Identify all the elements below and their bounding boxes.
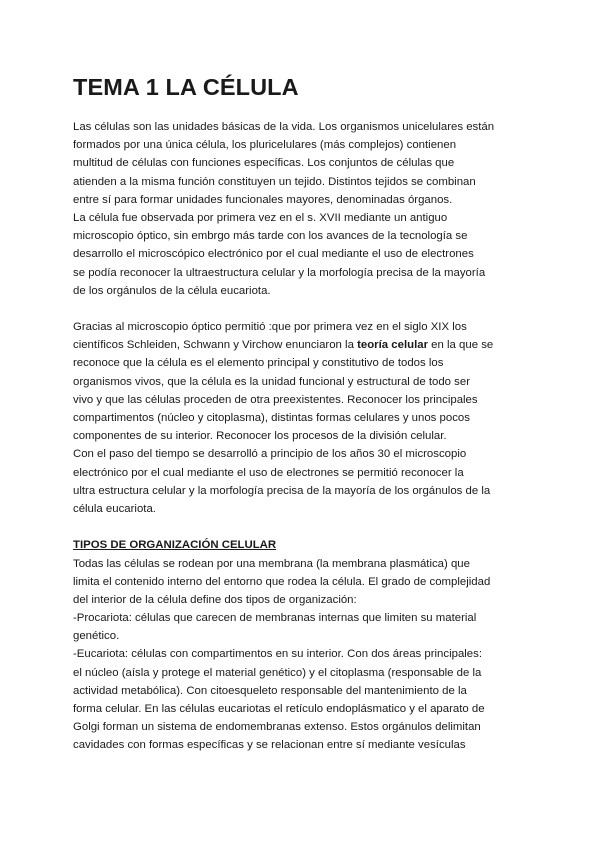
page-title: TEMA 1 LA CÉLULA [73,74,299,100]
text-line: de los orgánulos de la célula eucariota. [73,284,271,297]
text-line: Todas las células se rodean por una membrana (la membrana plasmática) que [73,557,470,570]
text-line: ultra estructura celular y la morfología precisa de la mayoría de los orgánulos de la [73,484,491,497]
text-line: entre sí para formar unidades funcionales mayores, denominadas órganos. [73,193,453,206]
text-line: vivo y que las células proceden de otra preexistentes. Reconocer los principales [73,393,478,406]
document-body [73,118,543,755]
text-line: del interior de la célula define dos tipos de organización: [73,593,357,606]
organization-section [73,536,543,754]
text-line: se podía reconocer la ultraestructura celular y la morfología precisa de la mayoría [73,266,486,279]
text-segment: en la que se [428,339,494,352]
text-line: Las células son las unidades básicas de la vida. Los organismos unicelulares están [73,121,495,133]
text-line: multitud de células con funciones específicas. Los conjuntos de células que [73,157,455,170]
text-line: el núcleo (aísla y protege el material genético) y el citoplasma (responsable de la [73,666,482,679]
microscope-paragraph [73,318,543,518]
text-line: -Procariota: células que carecen de membranas internas que limiten su material [73,612,477,625]
text-line: limita el contenido interno del entorno que rodea la célula. El grado de complejidad [73,575,491,588]
text-line: cavidades con formas específicas y se relacionan entre sí mediante vesículas [73,739,466,752]
text-line: -Eucariota: células con compartimentos en su interior. Con dos áreas principales: [73,648,483,661]
text-line: desarrollo el microscópico electrónico por el cual mediante el uso de electrones [73,248,474,261]
text-line: La célula fue observada por primera vez en el s. XVII mediante un antiguo [73,211,448,224]
text-line: atienden a la misma función constituyen un tejido. Distintos tejidos se combinan [73,175,476,188]
text-line: Gracias al microscopio óptico permitió :que por primera vez en el siglo XIX los [73,321,467,334]
text-line: Golgi forman un sistema de endomembranas extenso. Estos orgánulos delimitan [73,721,481,734]
text-line: reconoce que la célula es el elemento principal y constitutivo de todos los [73,357,444,370]
text-line: formados por una única célula, los pluricelulares (más complejos) contienen [73,139,457,152]
text-line: célula eucariota. [73,502,156,515]
text-line: componentes de su interior. Reconocer los procesos de la división celular. [73,430,447,443]
text-segment: científicos Schleiden, Schwann y Virchow enunciaron la [73,339,358,352]
cell-theory-term: teoría celular [357,339,429,352]
paragraph-spacer [73,518,543,536]
intro-paragraph [73,118,543,300]
paragraph-spacer [73,300,543,318]
section-heading: TIPOS DE ORGANIZACIÓN CELULAR [73,539,277,552]
text-line: electrónico por el cual mediante el uso de electrones se permitió reconocer la [73,466,464,479]
text-line: genético. [73,630,120,643]
text-line: microscopio óptico, sin embrgo más tarde con los avances de la tecnología se [73,230,468,243]
text-line: organismos vivos, que la célula es la unidad funcional y estructural de todo ser [73,375,470,388]
text-line: compartimentos (núcleo y citoplasma), distintas formas celulares y unos pocos [73,412,470,424]
text-line: forma celular. En las células eucariotas el retículo endoplásmatico y el aparato de [73,703,485,715]
text-line: Con el paso del tiempo se desarrolló a principio de los años 30 el microscopio [73,448,467,461]
text-line: actividad metabólica). Con citoesqueleto responsable del mantenimiento de la [73,684,467,697]
text-line [73,336,543,354]
